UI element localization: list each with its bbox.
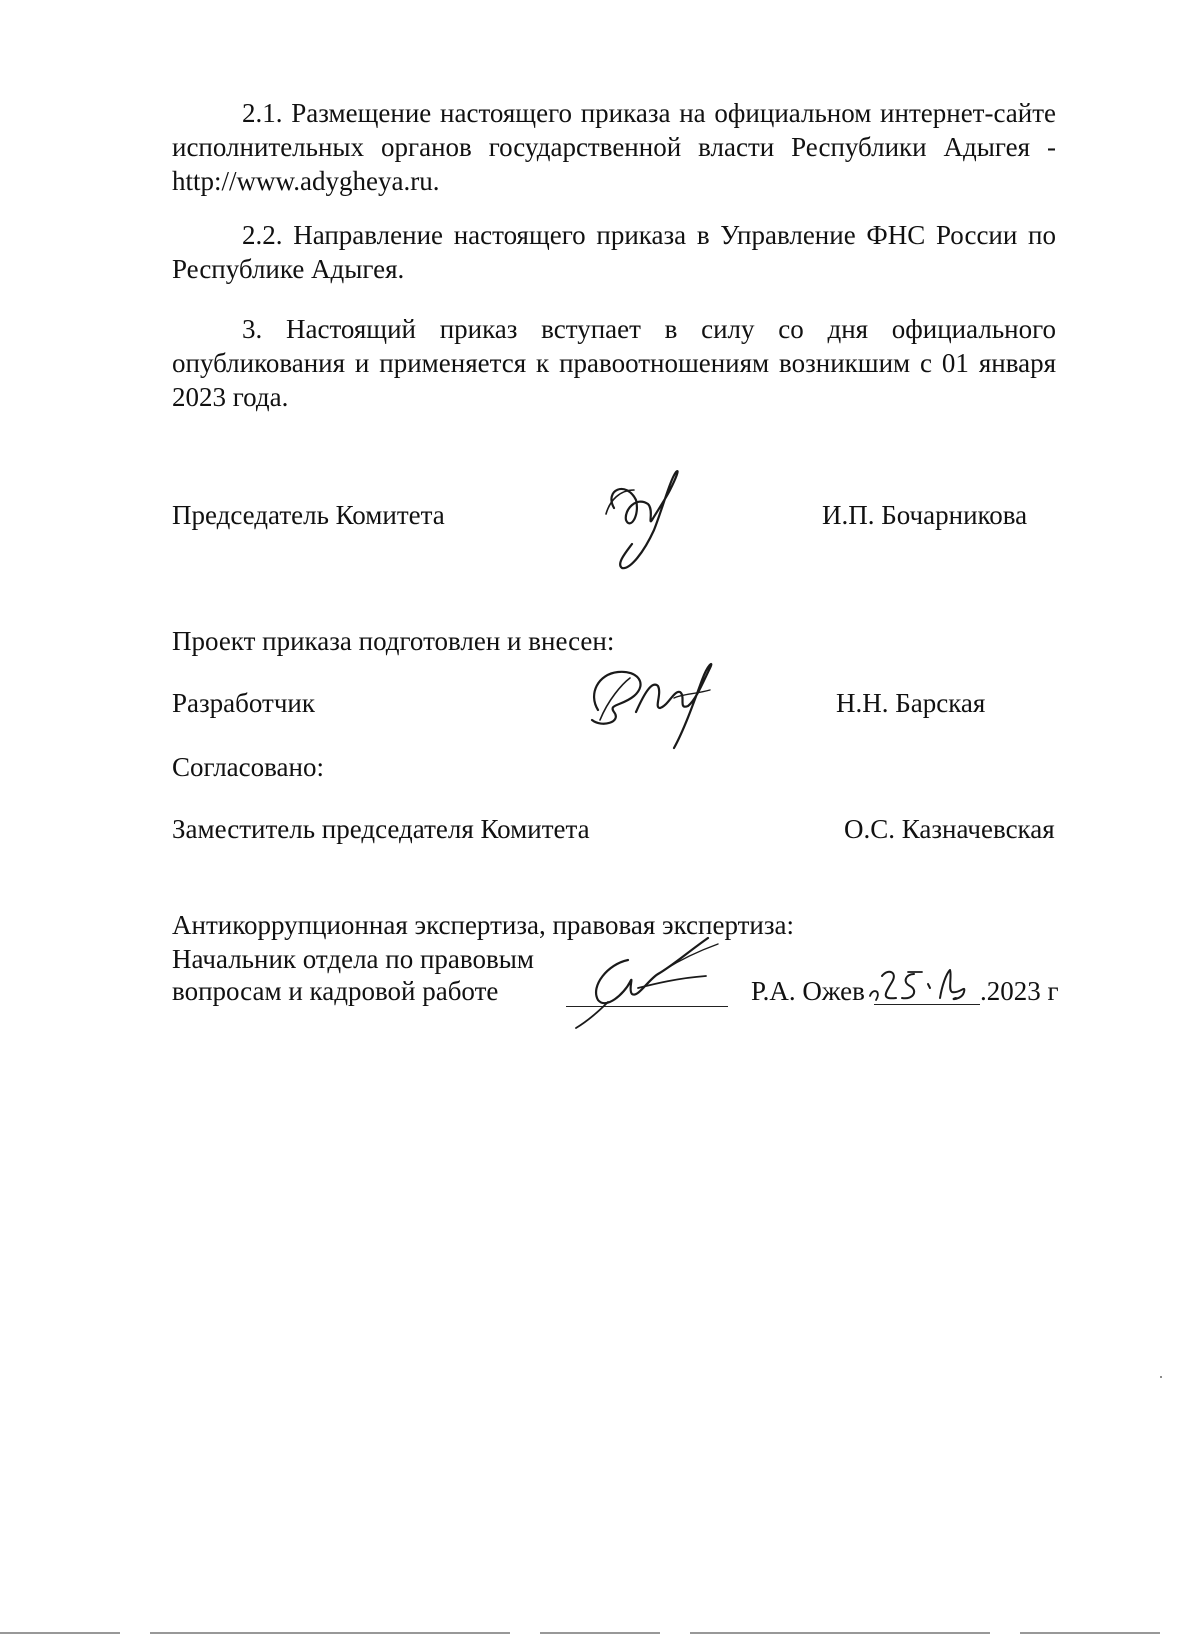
prepared-heading: Проект приказа подготовлен и внесен: <box>172 626 615 656</box>
handwritten-date <box>868 962 978 1012</box>
expertise-heading: Антикоррупционная экспертиза, правовая экспертиза: <box>172 910 795 940</box>
paragraph-3: 3. Настоящий приказ вступает в силу со дня официального опубликования и применяется к правоотношениям возникшим с 01 января 2023 года. <box>172 314 1056 412</box>
legal-head-name: Р.А. Ожев <box>751 976 865 1006</box>
paragraph-2-2: 2.2. Направление настоящего приказа в Управление ФНС России по Республике Адыгея. <box>172 220 1056 284</box>
legal-head-signature <box>568 930 738 1030</box>
deputy-name: О.С. Казначевская <box>844 814 1055 844</box>
chairman-signature <box>596 460 706 580</box>
developer-name: Н.Н. Барская <box>836 688 986 718</box>
chairman-name: И.П. Бочарникова <box>822 500 1028 530</box>
chairman-position: Председатель Комитета <box>172 500 445 530</box>
agreed-heading: Согласовано: <box>172 752 324 782</box>
legal-head-position-line2: вопросам и кадровой работе <box>172 976 499 1006</box>
developer-position: Разработчик <box>172 688 315 718</box>
scan-speck <box>1160 1376 1162 1378</box>
developer-signature <box>578 650 738 760</box>
legal-head-position-line1: Начальник отдела по правовым <box>172 944 534 974</box>
deputy-position: Заместитель председателя Комитета <box>172 814 590 844</box>
legal-head-date-suffix: .2023 г <box>980 976 1059 1006</box>
scan-bottom-edge <box>0 1630 1200 1636</box>
paragraph-2-1: 2.1. Размещение настоящего приказа на официальном интернет-сайте исполнительных органов государственной власти Республики Адыгея - http://www.adygheya.ru. <box>172 98 1056 196</box>
